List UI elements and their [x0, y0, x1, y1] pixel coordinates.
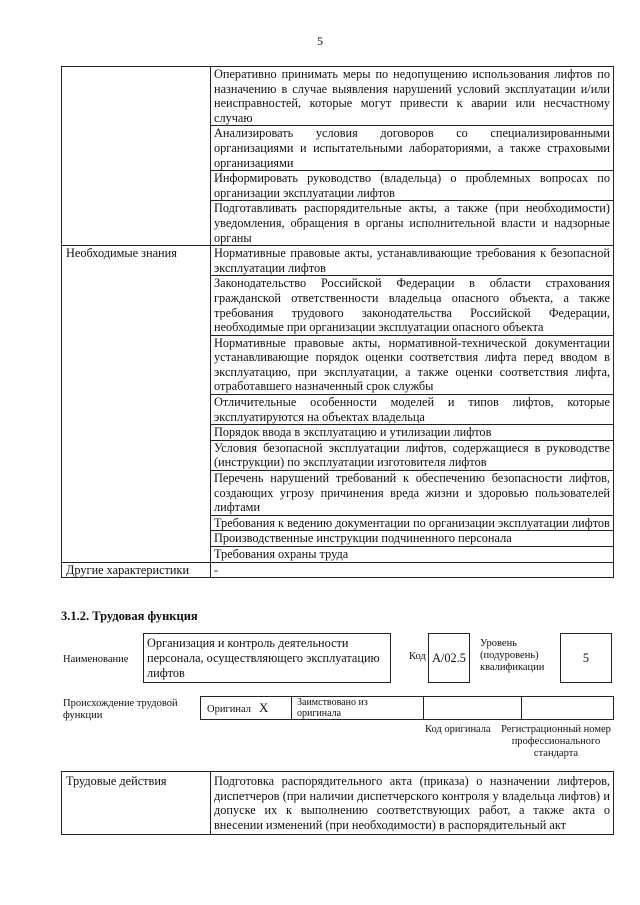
row-label-required-knowledge: Необходимые знания: [62, 246, 211, 562]
row-text: Оперативно принимать меры по недопущению использования лифтов по назначению в случае выявления нарушений условий эксплуатации и/или неисправностей, которые могут привести к аварии или несчастному случаю: [211, 67, 614, 126]
row-text: Анализировать условия договоров со специализированными организациями и испытательными лабораториями, а также страховыми организациями: [211, 126, 614, 171]
row-text: -: [211, 562, 614, 578]
function-code-box: А/02.5: [428, 633, 470, 683]
divider: [291, 697, 292, 719]
row-label: [62, 67, 211, 246]
labor-actions-label: Трудовые действия: [62, 772, 211, 835]
table-row: [62, 562, 614, 578]
original-mark: Х: [259, 700, 269, 715]
original-label: Оригинал: [207, 704, 251, 715]
row-text: Требования охраны труда: [211, 547, 614, 563]
page-number: 5: [317, 34, 323, 48]
divider: [423, 697, 424, 719]
row-text: Порядок ввода в эксплуатацию и утилизации лифтов: [211, 425, 614, 441]
row-text: Производственные инструкции подчиненного персонала: [211, 531, 614, 547]
reg-number-label: Регистрационный номер профессионального стандарта: [501, 724, 611, 759]
table-row: [62, 246, 614, 276]
skills-knowledge-table: [61, 66, 614, 578]
level-label: Уровень (подуровень) квалификации: [480, 638, 545, 673]
row-text: Законодательство Российской Федерации в области страхования гражданской ответственности владельца опасного объекта, а также требования трудового законодательства Российской Федерации, необходимые при организации эксплуатации опасного объекта: [211, 276, 614, 335]
labor-actions-text: Подготовка распорядительного акта (приказа) о назначении лифтеров, диспетчеров (при наличии диспетчерского контроля у владельца лифтов) и допуске их к выполнению соответствующих работ, а также акта о внесении изменений (при необходимости) в распорядительный акт: [211, 772, 614, 835]
row-text: Отличительные особенности моделей и типов лифтов, которые эксплуатируются на объектах владельца: [211, 395, 614, 425]
labor-actions-table: [61, 771, 614, 835]
row-text: Требования к ведению документации по организации эксплуатации лифтов: [211, 515, 614, 531]
row-label-other: Другие характеристики: [62, 562, 211, 578]
code-label: Код: [409, 651, 426, 662]
divider: [521, 697, 522, 719]
row-text: Информировать руководство (владельца) о проблемных вопросах по организации эксплуатации лифтов: [211, 171, 614, 201]
table-row: [62, 67, 614, 126]
level-value-box: 5: [560, 633, 612, 683]
code-original-label: Код оригинала: [425, 724, 491, 735]
table-row: [62, 772, 614, 835]
row-text: Перечень нарушений требований к обеспечению безопасности лифтов, создающих угрозу причинения вреда жизни и здоровью пользователей лифтами: [211, 471, 614, 516]
row-text: Нормативные правовые акты, устанавливающие требования к безопасной эксплуатации лифтов: [211, 246, 614, 276]
row-text: Подготавливать распорядительные акты, а также (при необходимости) уведомления, обращения в органы исполнительной власти и надзорные органы: [211, 201, 614, 246]
origin-label: Происхождение трудовой функции: [63, 698, 178, 721]
borrowed-label: Заимствовано из оригинала: [297, 697, 368, 719]
origin-table: [200, 696, 614, 720]
section-heading: 3.1.2. Трудовая функция: [61, 609, 198, 623]
row-text: Условия безопасной эксплуатации лифтов, содержащиеся в руководстве (инструкции) по эксплуатации изготовителя лифтов: [211, 440, 614, 470]
function-name-box: Организация и контроль деятельности персонала, осуществляющего эксплуатацию лифтов: [143, 633, 391, 683]
name-label: Наименование: [63, 654, 129, 665]
row-text: Нормативные правовые акты, нормативной-технической документации устанавливающие порядок оценки соответствия лифта перед вводом в эксплуатацию, при эксплуатации, а также оценки соответствия лифта, отработавшего назначенный срок службы: [211, 335, 614, 394]
